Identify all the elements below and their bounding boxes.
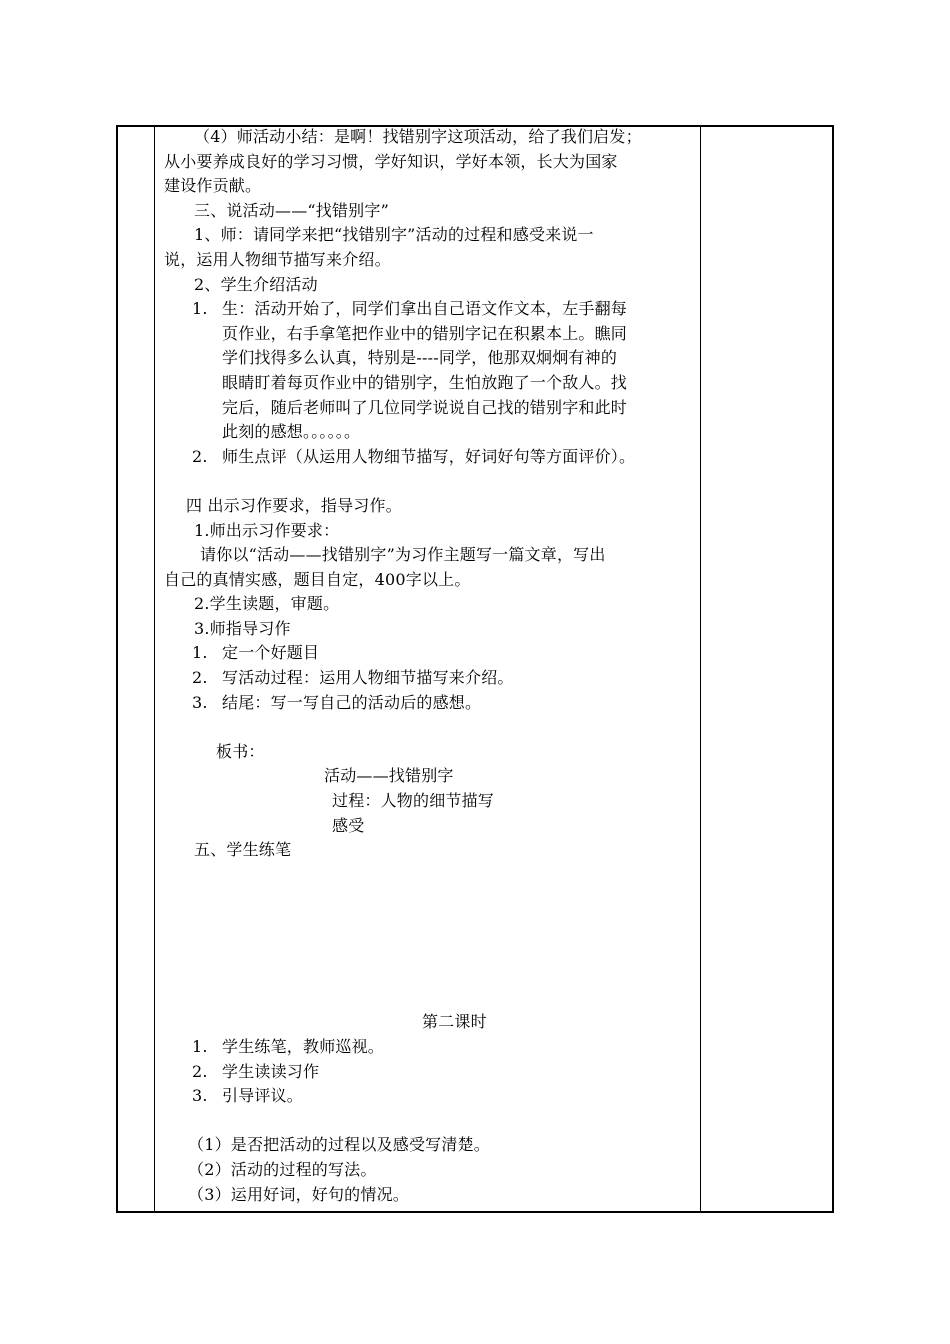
text-line: 1.师出示习作要求： [194, 520, 340, 540]
list-number: 1. [192, 1036, 208, 1056]
list-text: 页作业，右手拿笔把作业中的错别字记在积累本上。瞧同 [222, 323, 628, 343]
text-line: 2、学生介绍活动 [194, 274, 318, 294]
blackboard-title: 活动——找错别字 [324, 766, 454, 786]
blackboard-label: 板书： [216, 741, 265, 761]
text-line: 从小要养成良好的学习习惯，学好知识，学好本领，长大为国家 [164, 151, 618, 171]
text-line: 自己的真情实感，题目自定，400字以上。 [164, 569, 471, 589]
text-line: （2）活动的过程的写法。 [188, 1159, 377, 1179]
blank-line [164, 469, 696, 494]
text-line: 说，运用人物细节描写来介绍。 [164, 249, 391, 269]
list-text: 学生读读习作 [222, 1061, 320, 1081]
lesson-content [164, 125, 696, 1207]
list-number: 1. [192, 643, 208, 663]
blackboard-line: 感受 [332, 815, 365, 835]
text-line: （4）师活动小结：是啊！找错别字这项活动，给了我们启发； [194, 127, 642, 146]
list-item [164, 666, 696, 691]
list-number: 3. [192, 692, 208, 712]
text-line: 2.学生读题，审题。 [194, 594, 340, 614]
column-divider-left [154, 127, 155, 1211]
lesson-two-title: 第二课时 [422, 1012, 487, 1032]
text-line: 请你以“活动——找错别字”为习作主题写一篇文章，写出 [200, 545, 606, 565]
list-text: 引导评议。 [222, 1086, 304, 1106]
list-item [164, 1035, 696, 1060]
blank-line [164, 715, 696, 740]
list-text: 师生点评（从运用人物细节描写，好词好句等方面评价）。 [222, 446, 636, 466]
text-line: 1、师：请同学来把“找错别字”活动的过程和感受来说一 [194, 225, 594, 245]
section-heading: 三、说活动——“找错别字” [194, 200, 389, 220]
blank-line [164, 1109, 696, 1134]
list-number: 3. [192, 1086, 208, 1106]
list-text: 完后，随后老师叫了几位同学说说自己找的错别字和此时 [222, 397, 628, 417]
section-heading: 五、学生练笔 [194, 840, 292, 860]
list-item [164, 1084, 696, 1109]
list-text: 眼睛盯着每页作业中的错别字，生怕放跑了一个敌人。找 [222, 372, 628, 392]
text-line: 建设作贡献。 [164, 176, 262, 196]
column-divider-right [700, 127, 701, 1211]
list-text: 写活动过程：运用人物细节描写来介绍。 [222, 668, 514, 688]
list-text: 此刻的感想。。。。。。 [222, 422, 361, 442]
list-item [164, 691, 696, 716]
list-item [164, 297, 696, 322]
list-item [164, 445, 696, 470]
text-line: （1）是否把活动的过程以及感受写清楚。 [188, 1135, 490, 1155]
text-line: （3）运用好词，好句的情况。 [188, 1184, 409, 1204]
list-text: 学们找得多么认真，特别是----同学，他那双炯炯有神的 [222, 348, 618, 368]
list-item [164, 1060, 696, 1085]
list-number: 1. [192, 299, 208, 319]
section-heading: 四 出示习作要求，指导习作。 [186, 495, 402, 515]
list-number: 2. [192, 446, 208, 466]
list-text: 学生练笔，教师巡视。 [222, 1036, 385, 1056]
list-number: 2. [192, 668, 208, 688]
list-number: 2. [192, 1061, 208, 1081]
list-item [164, 641, 696, 666]
list-text: 生：活动开始了，同学们拿出自己语文作文本，左手翻每 [222, 299, 628, 319]
text-line: 3.师指导习作 [194, 618, 291, 638]
blackboard-line: 过程：人物的细节描写 [332, 791, 495, 811]
list-text: 结尾：写一写自己的活动后的感想。 [222, 692, 482, 712]
list-text: 定一个好题目 [222, 643, 320, 663]
